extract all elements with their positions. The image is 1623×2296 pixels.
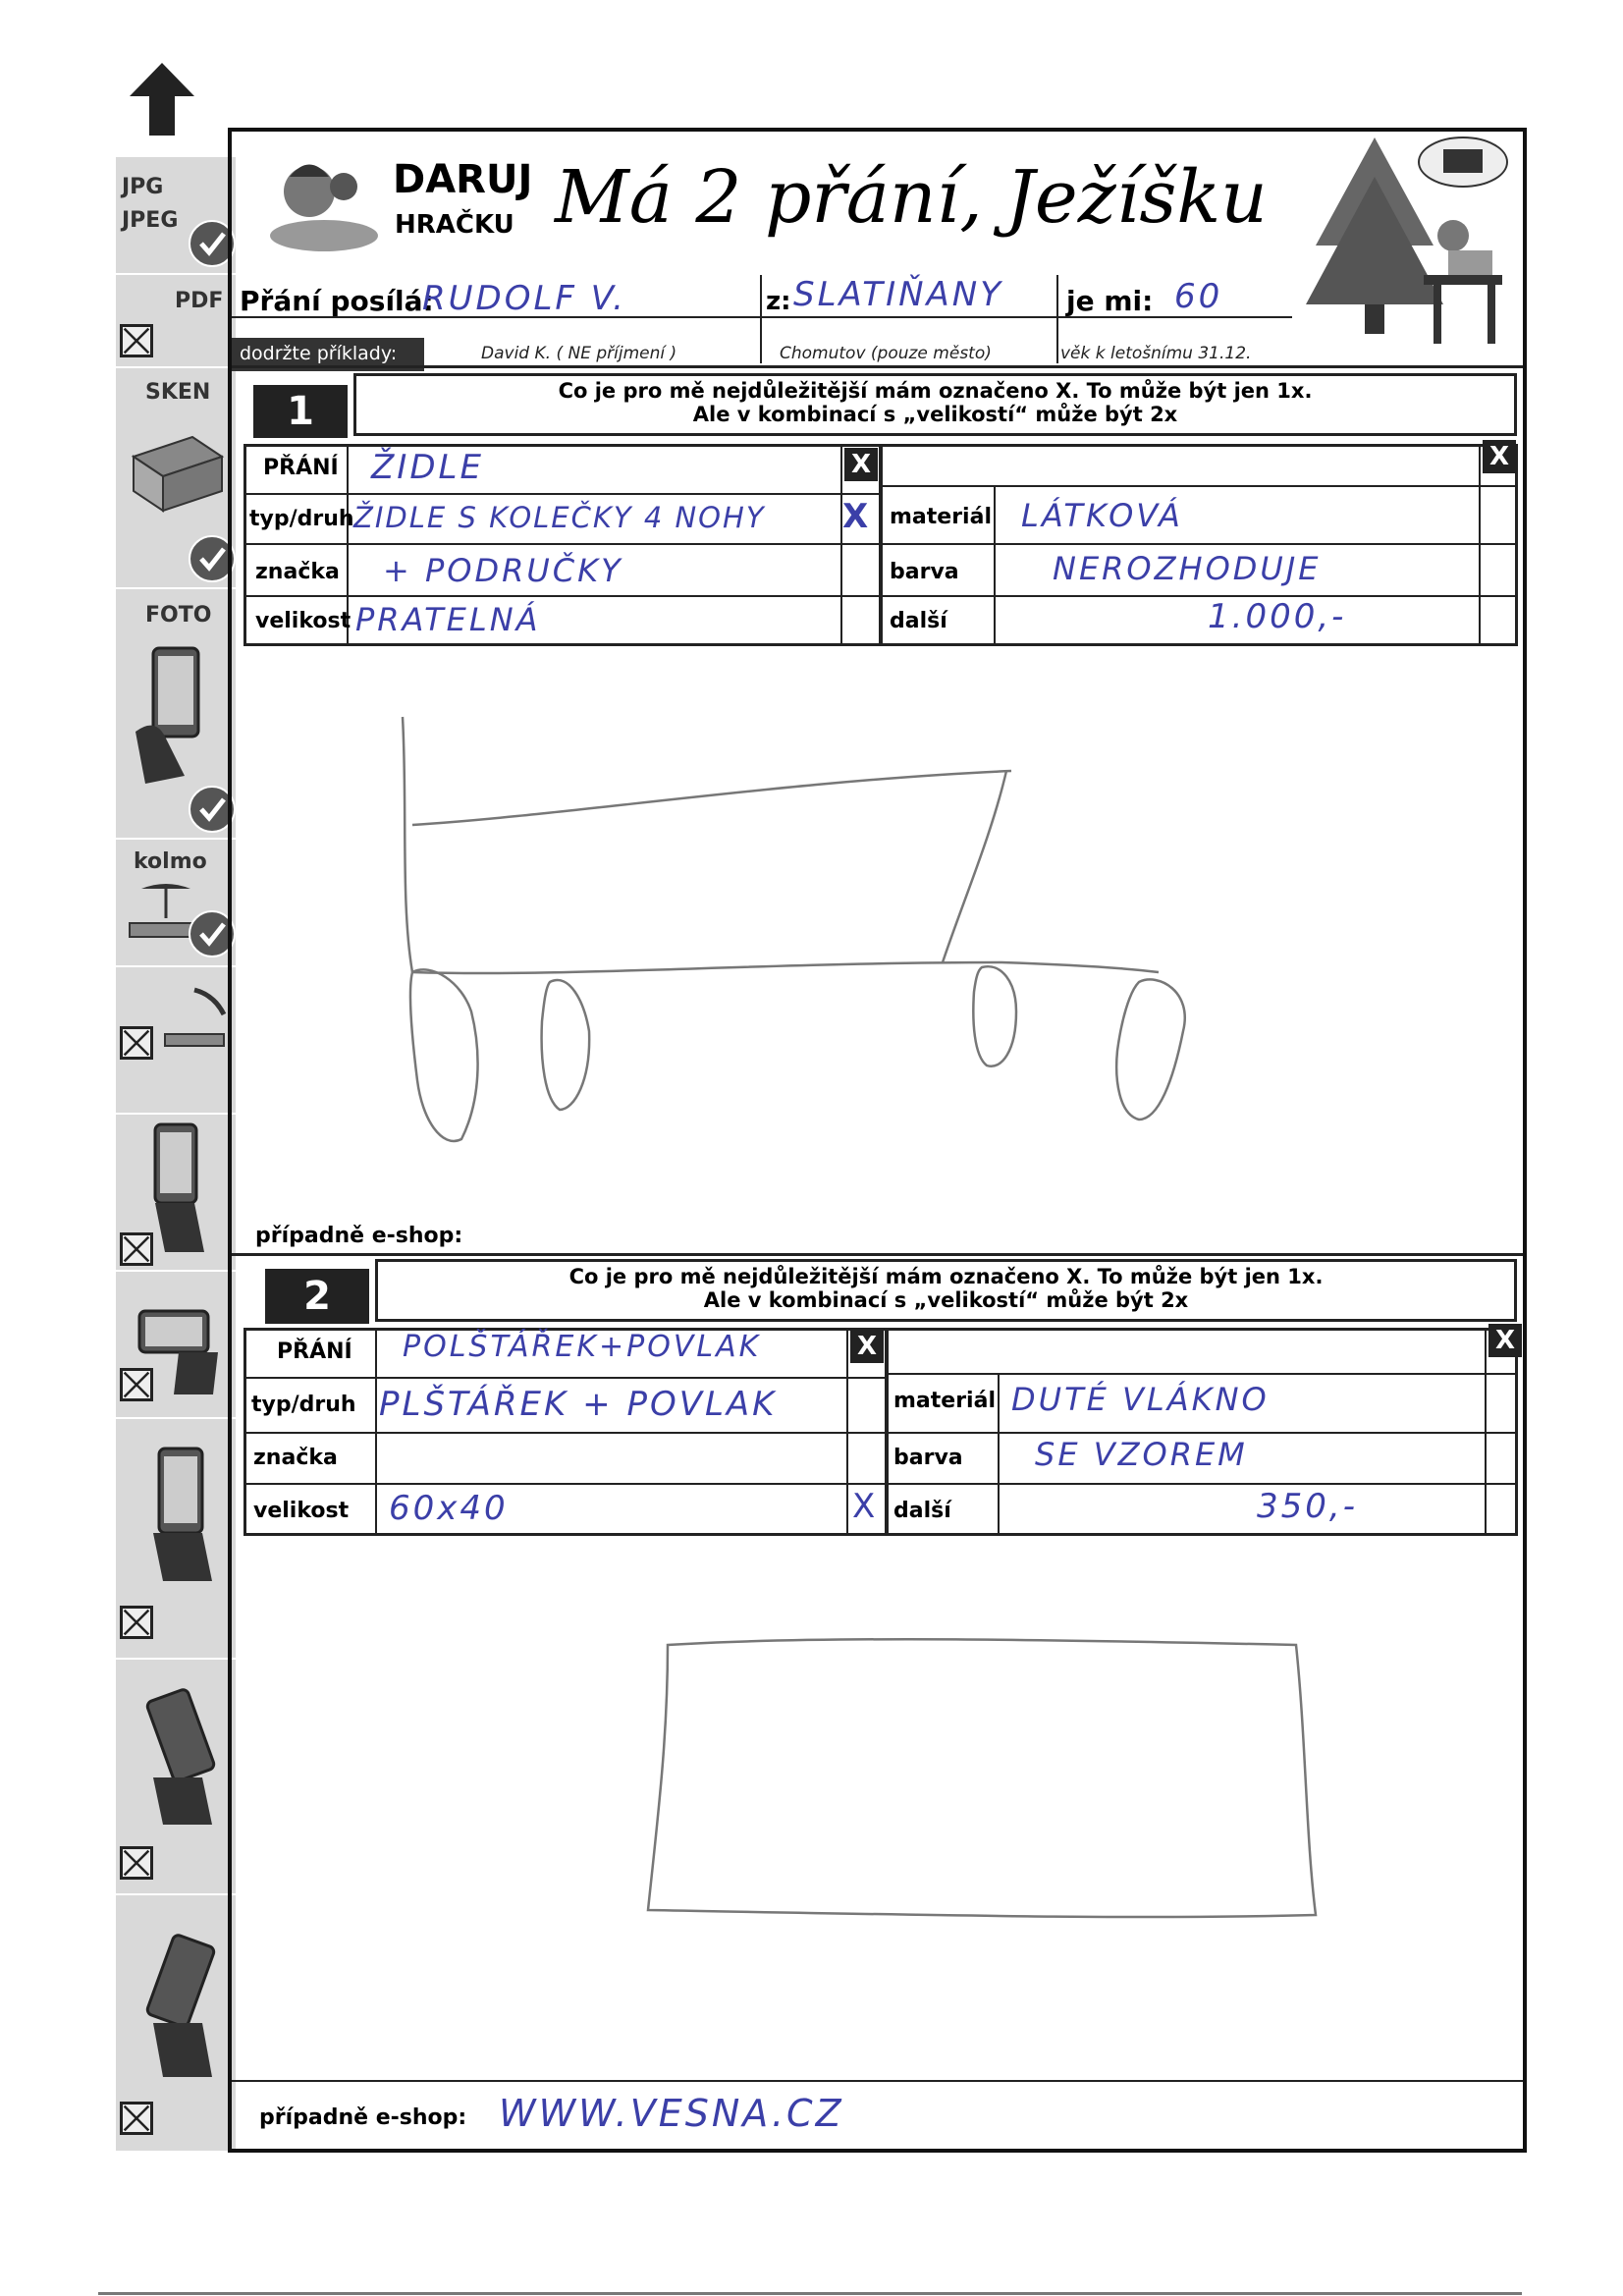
divider <box>243 1483 888 1485</box>
scanner-icon <box>124 427 228 516</box>
divider <box>840 444 842 646</box>
phone-hand-icon <box>126 638 228 786</box>
wish1-info-line2: Ale v kombinací s „velikostí“ může být 2x <box>692 403 1178 426</box>
cross-icon <box>120 324 153 357</box>
wish1-value-material: LÁTKOVÁ <box>1021 497 1183 534</box>
wish1-value-color: NEROZHODUJE <box>1053 550 1322 587</box>
wish2-eshop-label: případně e-shop: <box>259 2105 467 2130</box>
wish2-value-type: PLŠTÁŘEK + POVLAK <box>379 1385 778 1424</box>
age-divider <box>1056 275 1058 363</box>
cross-icon <box>120 1368 153 1401</box>
eshop-separator <box>232 2080 1523 2082</box>
strip-pdf <box>116 273 236 368</box>
strip-phone-b <box>116 1270 236 1419</box>
wish2-label-type: typ/druh <box>251 1393 356 1417</box>
wish2-info-line1: Co je pro mě nejdůležitější mám označeno X. To může být jen 1x. <box>568 1265 1324 1288</box>
wish1-label-type: typ/druh <box>249 507 354 531</box>
scan-label: SKEN <box>145 380 211 405</box>
wish1-label-other: další <box>890 609 947 633</box>
wish1-label-brand: značka <box>255 560 340 584</box>
sender-value: RUDOLF V. <box>422 279 626 318</box>
wish1-value-other: 1.000,- <box>1208 597 1347 636</box>
logo-daruj: DARUJ <box>393 157 533 202</box>
wish1-x-mark-right: X <box>1483 440 1516 473</box>
divider <box>1485 1328 1487 1536</box>
divider <box>886 1373 1518 1375</box>
divider <box>375 1328 377 1536</box>
wish2-label-wish: PŘÁNÍ <box>277 1339 352 1364</box>
wish1-info-line1: Co je pro mě nejdůležitější mám označeno X. To může být jen 1x. <box>558 379 1313 403</box>
divider <box>243 493 882 495</box>
photo-label: FOTO <box>145 603 212 628</box>
phone-hand-icon <box>134 1439 228 1586</box>
wish2-value-color: SE VZOREM <box>1035 1436 1248 1473</box>
scan-edge-line <box>98 2292 1522 2295</box>
header-bottom-line <box>232 365 1523 368</box>
wish1-label-material: materiál <box>890 505 992 529</box>
wish2-label-material: materiál <box>893 1389 996 1413</box>
age-value: 60 <box>1174 277 1223 316</box>
wish2-size-x: X <box>852 1487 876 1526</box>
wish1-value-type: ŽIDLE S KOLEČKY 4 NOHY <box>353 501 766 534</box>
strip-jpg <box>116 155 236 275</box>
strip-phone-c <box>116 1417 236 1660</box>
angled-photo-icon <box>155 985 230 1060</box>
wish2-label-brand: značka <box>253 1446 338 1470</box>
phone-hand-icon <box>134 1679 228 1827</box>
sender-divider <box>760 275 762 363</box>
city-example: Chomutov (pouze město) <box>780 344 992 363</box>
divider <box>1479 444 1481 646</box>
wish2-value-material: DUTÉ VLÁKNO <box>1011 1381 1270 1418</box>
straight-label: kolmo <box>134 849 207 874</box>
jpeg-label: JPEG <box>122 208 179 233</box>
strip-phone-a <box>116 1113 236 1272</box>
divider <box>243 1377 888 1379</box>
up-arrow-icon <box>128 61 196 137</box>
wish1-number: 1 <box>253 385 348 438</box>
wish1-right-table <box>880 444 1518 646</box>
wish1-value-size: PRATELNÁ <box>355 601 541 638</box>
wish2-info-line2: Ale v kombinací s „velikostí“ může být 2x <box>703 1288 1189 1312</box>
wish1-value-brand: + PODRUČKY <box>383 552 623 589</box>
sender-label: Přání posílá: <box>240 285 434 317</box>
from-label: z: <box>766 287 791 316</box>
divider <box>880 543 1518 545</box>
wish2-label-color: barva <box>893 1446 963 1470</box>
divider <box>243 1432 888 1434</box>
strip-phone-d <box>116 1658 236 1895</box>
divider <box>243 595 882 597</box>
strip-photo <box>116 587 236 840</box>
wish2-value-other: 350,- <box>1257 1487 1358 1526</box>
strip-scan <box>116 366 236 589</box>
jpg-label: JPG <box>122 175 164 199</box>
wish1-label-wish: PŘÁNÍ <box>263 456 339 480</box>
divider <box>880 485 1518 487</box>
wish2-eshop-value: WWW.VESNA.CZ <box>499 2092 844 2135</box>
wish1-type-x: X <box>842 497 869 536</box>
strip-phone-e <box>116 1893 236 2153</box>
divider <box>998 1373 1000 1536</box>
wish1-value-wish: ŽIDLE <box>371 448 484 487</box>
divider <box>846 1328 848 1536</box>
strip-angle <box>116 965 236 1115</box>
page-title: Má 2 přání, Ježíšku <box>555 155 1268 240</box>
wish1-label-color: barva <box>890 560 959 584</box>
wish1-eshop-label: případně e-shop: <box>255 1224 463 1248</box>
logo-hracku: HRAČKU <box>395 210 514 240</box>
divider <box>886 1432 1518 1434</box>
wish1-label-size: velikost <box>255 609 352 633</box>
wish2-label-other: další <box>893 1499 951 1523</box>
divider <box>880 595 1518 597</box>
pdf-label: PDF <box>175 289 224 313</box>
cross-icon <box>120 1026 153 1060</box>
cross-icon <box>120 1606 153 1639</box>
instruction-strip <box>116 155 236 2151</box>
name-example: David K. ( NE příjmení ) <box>481 344 677 363</box>
phone-hand-icon <box>134 1925 228 2082</box>
santa-logo-icon <box>265 147 383 255</box>
from-value: SLATIŇANY <box>793 275 1003 314</box>
divider <box>243 543 882 545</box>
cross-icon <box>120 1846 153 1880</box>
wish2-x-mark-right: X <box>1488 1324 1522 1357</box>
wish2-label-size: velikost <box>253 1499 350 1523</box>
strip-straight <box>116 838 236 967</box>
wish1-x-mark: X <box>844 448 878 481</box>
wish2-x-mark: X <box>850 1330 884 1363</box>
cross-icon <box>120 2102 153 2135</box>
age-example: věk k letošnímu 31.12. <box>1060 344 1252 363</box>
age-label: je mi: <box>1066 285 1154 317</box>
wish2-number: 2 <box>265 1269 369 1324</box>
christmas-tree-icon <box>1296 128 1522 363</box>
wish2-value-wish: POLŠTÁŘEK+POVLAK <box>403 1330 762 1364</box>
wish1-drawing <box>373 687 1237 1159</box>
examples-label-text: dodržte příklady: <box>240 343 398 364</box>
wish2-drawing <box>628 1620 1335 1994</box>
wish2-value-size: 60x40 <box>389 1489 509 1528</box>
divider <box>886 1483 1518 1485</box>
wish-separator <box>232 1253 1523 1256</box>
divider <box>994 485 996 646</box>
cross-icon <box>120 1232 153 1266</box>
